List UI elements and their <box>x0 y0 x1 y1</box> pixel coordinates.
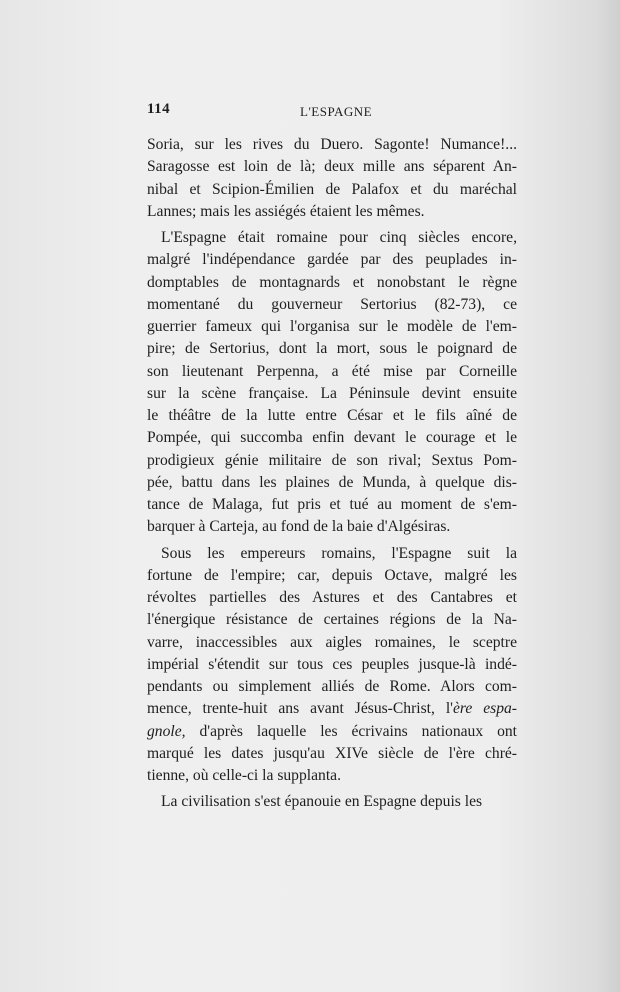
text-line: impérial s'étendit sur tous ces peuples jusque-là indé- <box>147 655 517 673</box>
text-line: fortune de l'empire; car, depuis Octave, malgré les <box>147 566 517 584</box>
text-line: tance de Malaga, fut pris et tué au moment de s'em- <box>147 496 517 513</box>
paragraph <box>147 543 517 788</box>
paragraph <box>147 791 517 813</box>
text-line: varre, inaccessibles aux aigles romaines, le sceptre <box>147 633 517 651</box>
text-line: malgré l'indépendance gardée par des peuplades in- <box>147 251 517 269</box>
running-title: L'ESPAGNE <box>300 104 373 119</box>
paragraph <box>147 134 517 223</box>
text-line: Pompée, qui succomba enfin devant le courage et le <box>147 429 517 447</box>
text-line: barquer à Carteja, au fond de la baie d'Algésiras. <box>147 518 451 536</box>
page-number: 114 <box>147 101 171 117</box>
text-line: Sous les empereurs romains, l'Espagne suit la <box>161 544 517 562</box>
text-line: tienne, où celle-ci la supplanta. <box>147 767 341 784</box>
text-line: l'énergique résistance de certaines régions de la Na- <box>147 611 517 629</box>
paragraph <box>147 227 517 539</box>
text-line: sur la scène française. La Péninsule devint ensuite <box>147 384 517 402</box>
text-line: prodigieux génie militaire de son rival; Sextus Pom- <box>147 451 517 469</box>
text-line: pée, battu dans les plaines de Munda, à quelque dis- <box>147 473 517 491</box>
text-line: domptables de montagnards et nonobstant le règne <box>147 273 517 291</box>
text-line: L'Espagne était romaine pour cinq siècles encore, <box>161 229 517 246</box>
text-line: momentané du gouverneur Sertorius (82-73), ce <box>147 295 517 313</box>
text-line: La civilisation s'est épanouie en Espagne depuis les <box>161 793 483 811</box>
text-line: Saragosse est loin de là; deux mille ans séparent An- <box>147 158 517 176</box>
text-line: Soria, sur les rives du Duero. Sagonte! Numance!... <box>147 136 517 153</box>
text-line: gnole, d'après laquelle les écrivains nationaux ont <box>147 722 517 740</box>
text-line: son lieutenant Perpenna, a été mise par Corneille <box>147 362 517 380</box>
text-line: pendants ou simplement alliés de Rome. Alors com- <box>147 678 517 695</box>
text-line: guerrier fameux qui l'organisa sur le modèle de l'em- <box>147 318 517 335</box>
text-line: Lannes; mais les assiégés étaient les mêmes. <box>147 202 425 220</box>
text-line: le théâtre de la lutte entre César et le fils aîné de <box>147 407 517 424</box>
text-line: révoltes partielles des Astures et des Cantabres et <box>147 589 517 606</box>
text-line: nibal et Scipion-Émilien de Palafox et du maréchal <box>147 180 517 198</box>
text-line: pire; de Sertorius, dont la mort, sous le poignard de <box>147 340 517 358</box>
text-line: mence, trente-huit ans avant Jésus-Christ, l'ère espa- <box>147 700 517 718</box>
text-line: marqué les dates jusqu'au XIVe siècle de l'ère chré- <box>147 744 517 762</box>
page-body <box>147 134 517 814</box>
